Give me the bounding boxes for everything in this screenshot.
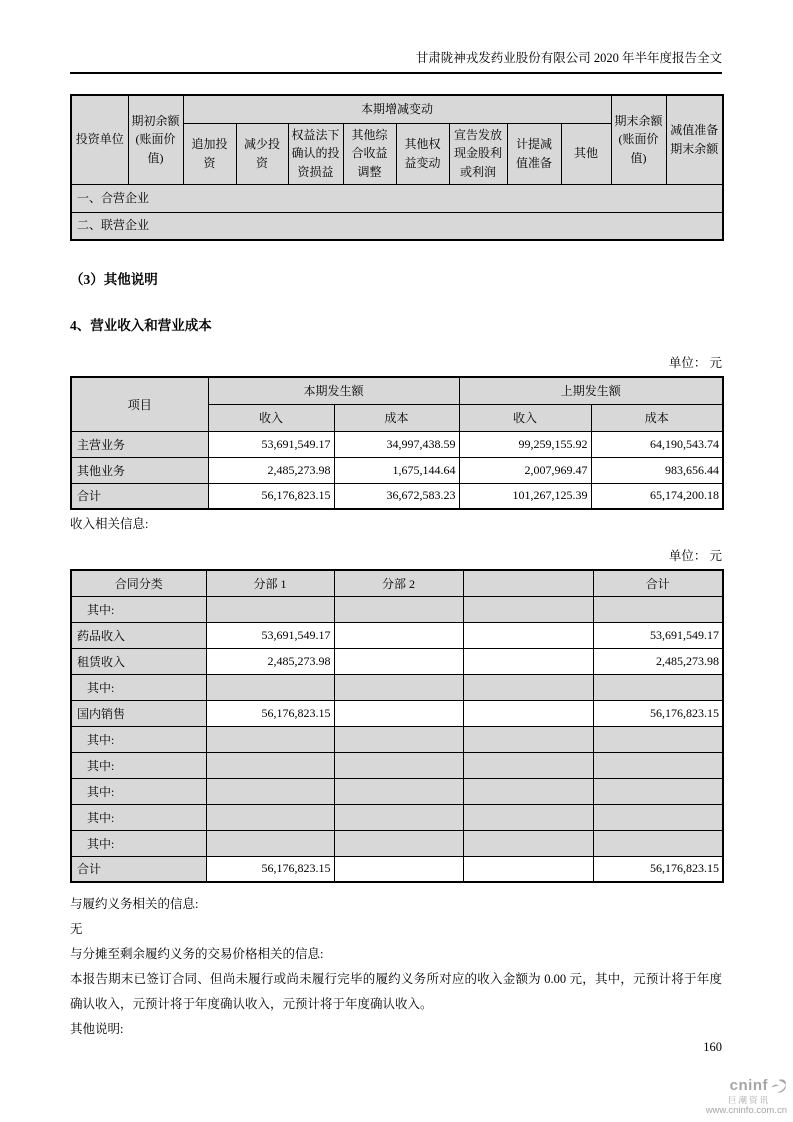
empty-cell [334,596,463,622]
row-label-among-which: 其中: [71,752,206,778]
empty-cell [593,752,723,778]
page-content [70,0,722,1042]
empty-cell [463,648,593,674]
col-header-additional-investment: 追加投资 [183,123,236,184]
col-header-reduced-investment: 减少投资 [236,123,288,184]
amount-cell: 56,176,823.15 [593,856,723,882]
table-row [71,596,723,622]
col-header-prior-period: 上期发生额 [459,377,723,404]
amount-cell: 53,691,549.17 [206,622,334,648]
row-label-among-which: 其中: [71,596,206,622]
col-header-oci-adjustment: 其他综合收益调整 [343,123,396,184]
empty-cell [593,596,723,622]
none-text: 无 [70,922,83,936]
amount-cell: 56,176,823.15 [208,483,334,509]
empty-cell [334,726,463,752]
revenue-info-label: 收入相关信息: [70,517,149,531]
empty-cell [463,726,593,752]
table-row [71,648,723,674]
empty-cell [463,830,593,856]
empty-cell [334,700,463,726]
empty-cell [463,674,593,700]
empty-cell [206,674,334,700]
row-label-among-which: 其中: [71,804,206,830]
table-row [71,752,723,778]
amount-cell: 34,997,438.59 [334,431,459,457]
row-joint-ventures: 一、合营企业 [71,184,723,212]
cninfo-logo [706,1078,787,1116]
table-row [71,778,723,804]
empty-cell [463,778,593,804]
empty-cell [593,726,723,752]
table-row [71,804,723,830]
amount-cell: 2,007,969.47 [459,457,591,483]
table-row [71,856,723,882]
table-row [71,184,723,212]
row-label-total: 合计 [71,483,208,509]
amount-cell: 101,267,125.39 [459,483,591,509]
row-label-drug-revenue: 药品收入 [71,622,206,648]
row-label-main-business: 主营业务 [71,431,208,457]
empty-cell [334,778,463,804]
empty-cell [463,856,593,882]
logo-swirl-icon [770,1079,787,1094]
table-row [71,431,723,457]
logo-url-text: www.cninfo.com.cn [705,1104,787,1116]
amount-cell: 56,176,823.15 [206,700,334,726]
empty-cell [206,778,334,804]
col-header-other-equity-changes: 其他权益变动 [396,123,449,184]
report-title: 甘肃陇神戎发药业股份有限公司 2020 年半年度报告全文 [415,51,722,65]
amount-cell: 2,485,273.98 [206,648,334,674]
empty-cell [334,856,463,882]
empty-cell [463,804,593,830]
col-header-item: 项目 [71,377,208,431]
table-row [71,212,723,240]
col-header-income-current: 收入 [208,404,334,431]
empty-cell [463,752,593,778]
empty-cell [463,700,593,726]
col-header-cost-current: 成本 [334,404,459,431]
table-row [71,483,723,509]
logo-chinese-text: 巨潮资讯 [727,1094,770,1105]
col-header-total: 合计 [593,570,723,596]
amount-cell: 53,691,549.17 [208,431,334,457]
empty-cell [593,778,723,804]
unit-label: 单位： 元 [668,356,722,370]
col-header-segment-2: 分部 2 [334,570,463,596]
row-label-among-which: 其中: [71,674,206,700]
table-row [71,457,723,483]
empty-cell [593,674,723,700]
empty-cell [206,830,334,856]
row-label-other-business: 其他业务 [71,457,208,483]
col-header-other: 其他 [561,123,611,184]
table-row [71,830,723,856]
allocation-info-label: 与分摊至剩余履约义务的交易价格相关的信息: [70,947,324,961]
empty-cell [334,648,463,674]
col-header-declared-dividends: 宣告发放现金股利或利润 [449,123,507,184]
document-header [70,50,722,74]
remaining-obligation-paragraph: 本报告期末已签订合同、但尚未履行或尚未履行完毕的履约义务所对应的收入金额为 0.00 元，其中，元预计将于年度确认收入，元预计将于年度确认收入，元预计将于年度确认收入。 [70,972,722,1011]
col-header-income-prior: 收入 [459,404,591,431]
contract-classification-table [70,569,724,883]
page-number: 160 [703,1040,722,1054]
row-label-total: 合计 [71,856,206,882]
amount-cell: 2,485,273.98 [208,457,334,483]
amount-cell: 65,174,200.18 [591,483,723,509]
subsection-heading-other-notes: （3）其他说明 [70,272,158,287]
empty-cell [334,804,463,830]
logo-brand-row [706,1078,787,1095]
obligation-info-label: 与履约义务相关的信息: [70,897,199,911]
table-row [71,674,723,700]
row-associates: 二、联营企业 [71,212,723,240]
amount-cell: 99,259,155.92 [459,431,591,457]
amount-cell: 56,176,823.15 [206,856,334,882]
empty-cell [206,752,334,778]
col-header-current-period: 本期发生额 [208,377,459,404]
row-label-lease-revenue: 租赁收入 [71,648,206,674]
revenue-cost-table [70,376,724,510]
col-header-impairment-ending: 减值准备期末余额 [666,95,723,184]
other-note-label: 其他说明: [70,1022,124,1036]
empty-cell [463,622,593,648]
section-heading-revenue: 4、营业收入和营业成本 [70,318,212,333]
col-header-equity-method-pnl: 权益法下确认的投资损益 [288,123,343,184]
col-header-contract-class: 合同分类 [71,570,206,596]
logo-brand-text: cninf [729,1077,768,1094]
col-header-cost-prior: 成本 [591,404,723,431]
empty-cell [463,596,593,622]
col-header-closing-balance: 期末余额(账面价值) [611,95,666,184]
col-header-opening-balance: 期初余额(账面价值) [128,95,183,184]
amount-cell: 983,656.44 [591,457,723,483]
amount-cell: 53,691,549.17 [593,622,723,648]
col-header-impairment-provision: 计提减值准备 [507,123,561,184]
empty-cell [206,596,334,622]
amount-cell: 1,675,144.64 [334,457,459,483]
empty-cell [334,674,463,700]
amount-cell: 64,190,543.74 [591,431,723,457]
investment-units-table [70,94,724,241]
empty-cell [334,622,463,648]
col-header-blank [463,570,593,596]
col-header-period-changes: 本期增减变动 [183,95,611,123]
unit-label: 单位： 元 [668,549,722,563]
empty-cell [206,804,334,830]
empty-cell [334,752,463,778]
table-row [71,726,723,752]
row-label-among-which: 其中: [71,726,206,752]
empty-cell [206,726,334,752]
col-header-segment-1: 分部 1 [206,570,334,596]
table-row [71,700,723,726]
amount-cell: 56,176,823.15 [593,700,723,726]
empty-cell [593,830,723,856]
row-label-domestic-sales: 国内销售 [71,700,206,726]
row-label-among-which: 其中: [71,830,206,856]
empty-cell [593,804,723,830]
row-label-among-which: 其中: [71,778,206,804]
amount-cell: 2,485,273.98 [593,648,723,674]
table-row [71,622,723,648]
amount-cell: 36,672,583.23 [334,483,459,509]
empty-cell [334,830,463,856]
col-header-investment-unit: 投资单位 [71,95,128,184]
